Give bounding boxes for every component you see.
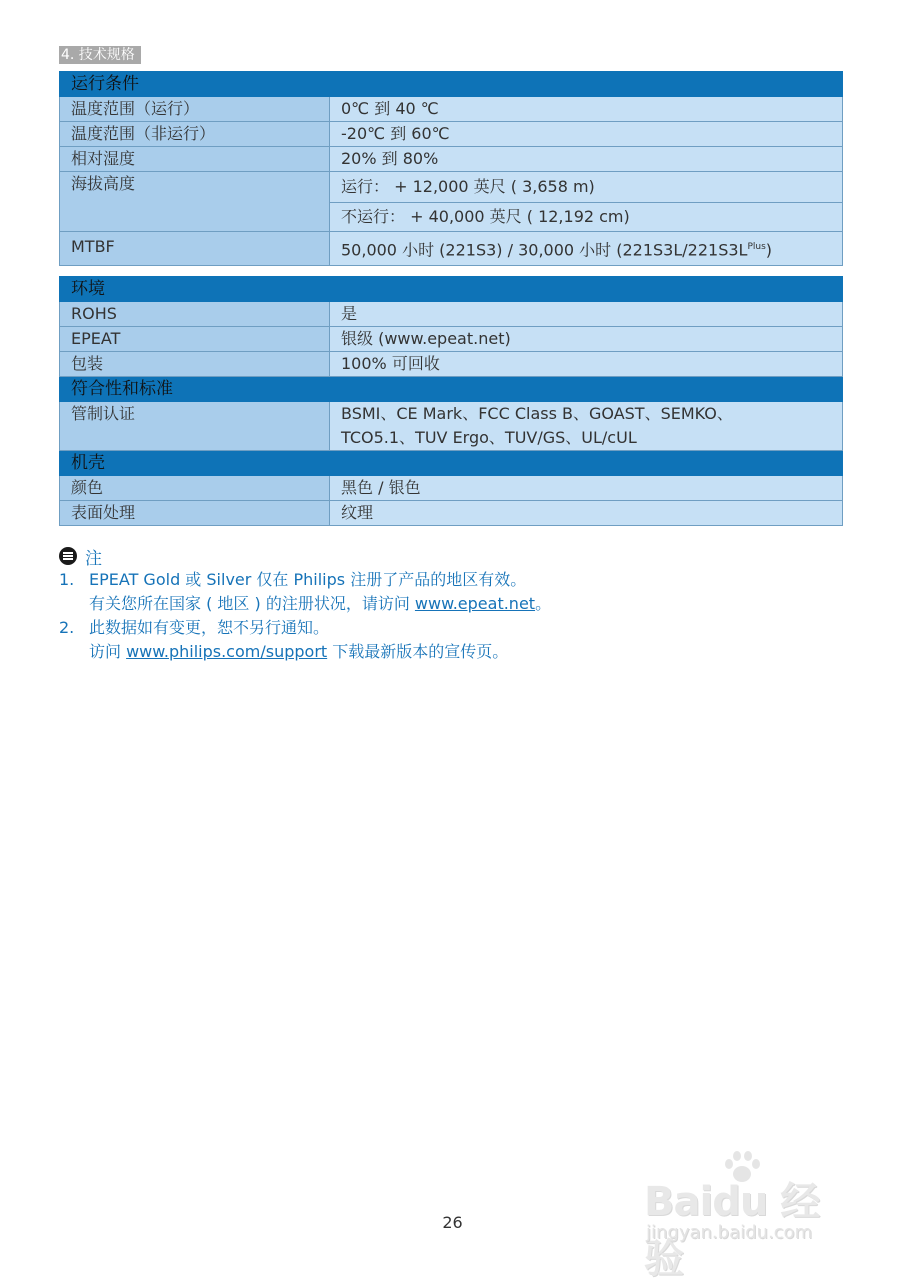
mtbf-end: ) [765, 240, 773, 260]
row-value-line: BSMI、CE Mark、FCC Class B、GOAST、SEMKO、 [341, 404, 733, 423]
table-header: 运行条件 [60, 72, 843, 97]
note-text: 访问 [89, 642, 127, 661]
baidu-watermark [640, 1150, 855, 1282]
row-label: 包装 [60, 352, 330, 377]
table-row [60, 476, 843, 501]
row-label: 表面处理 [60, 501, 330, 526]
table-row [60, 352, 843, 377]
row-value: 银级 (www.epeat.net) [330, 327, 843, 352]
row-label: 管制认证 [60, 402, 330, 451]
row-value: 0℃ 到 40 ℃ [330, 97, 843, 122]
row-value: 运行： + 12,000 英尺 ( 3,658 m) [330, 172, 843, 203]
table-row [60, 97, 843, 122]
row-label: EPEAT [60, 327, 330, 352]
table-row [60, 402, 843, 451]
note-line: 此数据如有变更，恕不另行通知。 [89, 618, 330, 637]
row-value: 100% 可回收 [330, 352, 843, 377]
notes-title: 注 [85, 548, 102, 569]
note-icon [59, 547, 77, 565]
note-text: 。 [535, 594, 552, 613]
table-header: 机壳 [60, 451, 843, 476]
note-item [59, 616, 849, 664]
row-label: 相对湿度 [60, 147, 330, 172]
table-row [60, 232, 843, 266]
row-value [330, 232, 843, 266]
row-value: -20℃ 到 60℃ [330, 122, 843, 147]
row-value: 纹理 [330, 501, 843, 526]
row-value: 黑色 / 银色 [330, 476, 843, 501]
table-header: 环境 [60, 277, 843, 302]
row-label: ROHS [60, 302, 330, 327]
table-row [60, 122, 843, 147]
mtbf-superscript: Plus [747, 242, 766, 252]
notes-heading [59, 544, 849, 568]
table-header: 符合性和标准 [60, 377, 843, 402]
section-tag: 4. 技术规格 [59, 46, 141, 64]
row-label: 温度范围（非运行） [60, 122, 330, 147]
table-row [60, 172, 843, 203]
note-number: 1. [59, 570, 75, 589]
note-text: 有关您所在国家 ( 地区 ) 的注册状况，请访问 [89, 594, 415, 613]
row-label: 颜色 [60, 476, 330, 501]
note-line [89, 592, 551, 616]
note-line [89, 640, 508, 664]
row-value-line: TCO5.1、TUV Ergo、TUV/GS、UL/cUL [341, 428, 637, 447]
row-value: 是 [330, 302, 843, 327]
table-row [60, 302, 843, 327]
note-item [59, 568, 849, 616]
notes-section [59, 544, 849, 664]
watermark-url: jingyan.baidu.com [646, 1222, 813, 1243]
table-row [60, 327, 843, 352]
row-value [330, 402, 843, 451]
note-text: 下载最新版本的宣传页。 [327, 642, 509, 661]
row-value: 20% 到 80% [330, 147, 843, 172]
watermark-logo: Baidu 经验 [644, 1179, 820, 1282]
table-row [60, 147, 843, 172]
epeat-link[interactable]: www.epeat.net [414, 594, 536, 613]
mtbf-text: 50,000 小时 (221S3) / 30,000 小时 (221S3L/221S3L [341, 240, 748, 260]
philips-support-link[interactable]: www.philips.com/support [126, 642, 328, 661]
row-label: 海拔高度 [60, 172, 330, 232]
note-number: 2. [59, 618, 75, 637]
operating-conditions-table [59, 71, 843, 266]
environment-table [59, 276, 843, 526]
page-number: 26 [442, 1213, 463, 1232]
row-value: 不运行： + 40,000 英尺 ( 12,192 cm) [330, 203, 843, 232]
table-row [60, 501, 843, 526]
row-label: 温度范围（运行） [60, 97, 330, 122]
note-line: EPEAT Gold 或 Silver 仅在 Philips 注册了产品的地区有效。 [89, 570, 527, 589]
row-label: MTBF [60, 232, 330, 266]
